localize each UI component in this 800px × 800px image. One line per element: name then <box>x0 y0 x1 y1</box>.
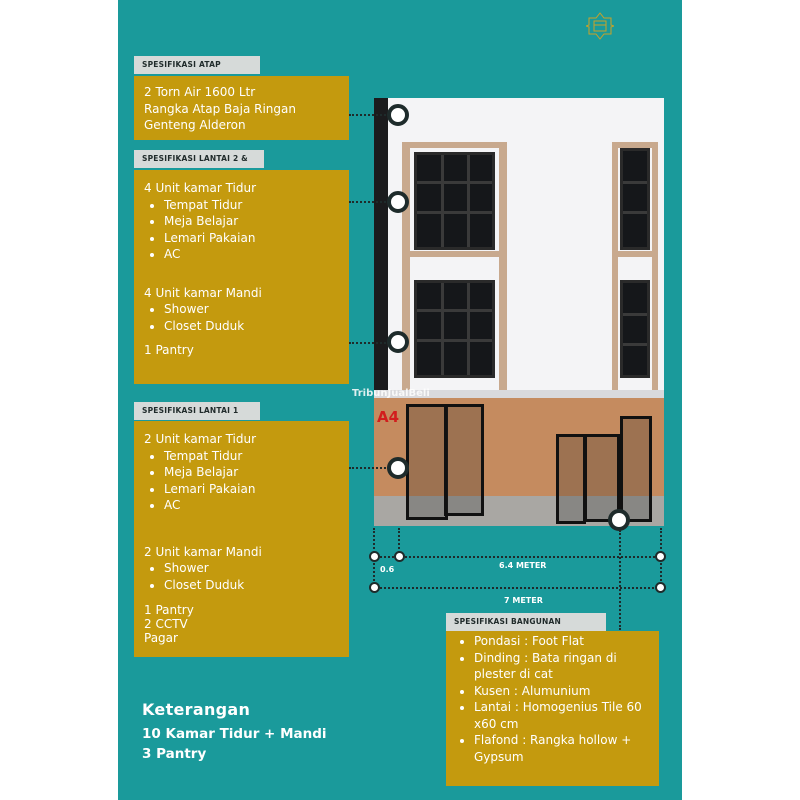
floor1-bathroom-item: • Closet Duduk <box>164 577 339 594</box>
dim-point <box>369 551 380 562</box>
floor23-bathroom-item: • Closet Duduk <box>164 318 339 335</box>
floor23-pantry: 1 Pantry <box>144 343 194 357</box>
floor23-bedroom-item: • Meja Belajar <box>164 213 339 230</box>
floor23-bedroom-item: • AC <box>164 246 339 263</box>
building-spec-tag: SPESIFIKASI BANGUNAN <box>446 613 606 631</box>
roof-line: 2 Torn Air 1600 Ltr <box>144 85 256 99</box>
floor23-spec-box <box>134 170 349 384</box>
unit-label: A4 <box>377 408 400 426</box>
marker-floor1 <box>387 457 409 479</box>
floor1-bedroom-item: • AC <box>164 497 339 514</box>
floor1-bedroom-item: • Tempat Tidur <box>164 448 339 465</box>
keterangan-line: 3 Pantry <box>142 746 207 762</box>
keterangan-line: 10 Kamar Tidur + Mandi <box>142 726 327 742</box>
building-spec-item: • Lantai : Homogenius Tile 60 x60 cm <box>474 699 649 732</box>
watermark: TribunJualBeli <box>352 388 430 399</box>
dim-point <box>655 551 666 562</box>
dim-point <box>394 551 405 562</box>
floor1-bedrooms: 2 Unit kamar Tidur <box>144 432 257 446</box>
floor23-bedroom-item: • Tempat Tidur <box>164 197 339 214</box>
roof-spec-tag: SPESIFIKASI ATAP <box>134 56 260 74</box>
floor1-bedroom-item: • Lemari Pakaian <box>164 481 339 498</box>
building-spec-item: • Pondasi : Foot Flat <box>474 633 649 650</box>
building-spec-item: • Dinding : Bata ringan di plester di cat <box>474 650 649 683</box>
floor1-bathroom-item: • Shower <box>164 560 339 577</box>
marker-roof <box>387 104 409 126</box>
keterangan-title: Keterangan <box>142 700 251 719</box>
floor1-spec-tag: SPESIFIKASI LANTAI 1 <box>134 402 260 420</box>
floor1-extra: 1 Pantry <box>144 603 194 617</box>
floor23-bathrooms: 4 Unit kamar Mandi <box>144 285 262 300</box>
floor23-bedroom-item: • Lemari Pakaian <box>164 230 339 247</box>
marker-floor2 <box>387 331 409 353</box>
logo-icon <box>586 12 614 40</box>
floor23-spec-tag: SPESIFIKASI LANTAI 2 & <box>134 150 264 168</box>
dim-total-label: 7 METER <box>504 596 543 605</box>
roof-line: Rangka Atap Baja Ringan <box>144 101 296 116</box>
floor1-extra: Pagar <box>144 631 178 645</box>
floor1-bathrooms: 2 Unit kamar Mandi <box>144 544 262 559</box>
floor23-bathroom-item: • Shower <box>164 301 339 318</box>
floor1-bedroom-item: • Meja Belajar <box>164 464 339 481</box>
dim-offset-label: 0.6 <box>380 565 395 574</box>
floor1-extra: 2 CCTV <box>144 617 188 631</box>
building-spec-item: • Kusen : Alumunium <box>474 683 649 700</box>
building-render <box>374 98 664 526</box>
floor23-bedrooms: 4 Unit kamar Tidur <box>144 181 257 195</box>
marker-floor3 <box>387 191 409 213</box>
dim-point <box>369 582 380 593</box>
dim-inner-label: 6.4 METER <box>499 561 547 570</box>
marker-building <box>608 509 630 531</box>
dim-point <box>655 582 666 593</box>
building-spec-item: • Flafond : Rangka hollow + Gypsum <box>474 732 649 765</box>
building-spec-box <box>446 631 659 786</box>
floor1-spec-box <box>134 421 349 657</box>
roof-spec-box <box>134 76 349 140</box>
roof-line: Genteng Alderon <box>144 118 246 132</box>
